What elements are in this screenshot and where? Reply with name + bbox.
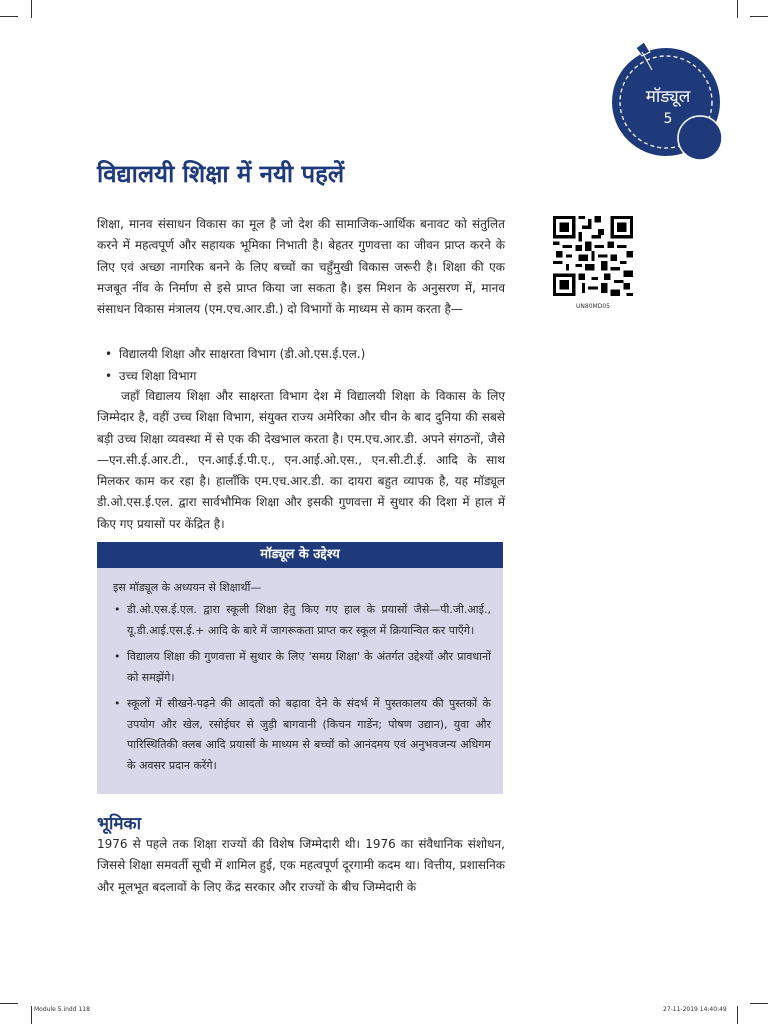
list-item: • विद्यालयी शिक्षा और साक्षरता विभाग (डी.ओ.एस.ई.एल.) xyxy=(103,343,503,365)
crop-mark xyxy=(0,1003,18,1004)
list-item: • उच्च शिक्षा विभाग xyxy=(103,365,503,387)
intro-paragraph: शिक्षा, मानव संसाधन विकास का मूल है जो देश की सामाजिक-आर्थिक बनावट को संतुलित करने में महत्वपूर्ण और सहायक भूमिका निभाती है। बेहतर गुणवत्ता का जीवन प्राप्त करने के लिए एवं अच्छा नागरिक बनने के लिए बच्चों का चहुँमुखी विकास जरूरी है। शिक्षा की एक मजबूत नींव के निर्माण से इसे प्राप्त किया जा सकता है। इस मिशन के अनुसरण में, मानव संसाधन विकास मंत्रालय (एम.एच.आर.डी.) दो विभागों के माध्यम से काम करता है— xyxy=(97,217,505,317)
module-badge xyxy=(612,86,724,130)
list-item: • विद्यालय शिक्षा की गुणवत्ता में सुधार के लिए 'समग्र शिक्षा' के अंतर्गत उद्देश्यों और प्रावधानों को समझेंगे। xyxy=(113,647,491,688)
crop-mark xyxy=(0,16,18,17)
footer-file-info: Module 5.indd 118 xyxy=(34,1006,90,1013)
department-list xyxy=(103,343,503,387)
list-item: • स्कूलों में सीखने-पढ़ने की आदतों को बढ़ावा देने के संदर्भ में पुस्तकालय की पुस्तकों के उपयोग और खेल, रसोईघर से जुड़ी बागवानी (किचन गार्डेन; पोषण उद्यान), युवा और पारिस्थितिकी क्लब आदि प्रयासों के माध्यम से बच्चों को आनंदमय एवं अनुभवजन्य अधिगम के अवसर प्रदान करेंगे। xyxy=(113,694,491,776)
qr-code-icon xyxy=(553,216,633,296)
crop-mark xyxy=(750,1003,768,1004)
objectives-intro: इस मॉड्यूल के अध्ययन से शिक्षार्थी— xyxy=(113,581,262,594)
second-paragraph: जहाँ विद्यालय शिक्षा और साक्षरता विभाग देश में विद्यालयी शिक्षा के विकास के लिए जिम्मेदार है, वहीं उच्च शिक्षा विभाग, संयुक्त राज्य अमेरिका और चीन के बाद दुनिया की सबसे बड़ी उच्च शिक्षा व्यवस्था में से एक की देखभाल करता है। एम.एच.आर.डी. अपने संगठनों, जैसे—एन.सी.ई.आर.टी., एन.आई.ई.पी.ए., एन.आई.ओ.एस., एन.सी.टी.ई. आदि के साथ मिलकर काम कर रहा है। हालाँकि एम.एच.आर.डी. का दायरा बहुत व्यापक है, यह मॉड्यूल डी.ओ.एस.ई.एल. द्वारा सार्वभौमिक शिक्षा और इसकी गुणवत्ता में सुधार की दिशा में हाल में किए गए प्रयासों पर केंद्रित है। xyxy=(97,389,505,531)
objectives-heading: मॉड्यूल के उद्देश्य xyxy=(97,542,503,568)
section-heading: भूमिका xyxy=(97,814,141,834)
section-paragraph: 1976 से पहले तक शिक्षा राज्यों की विशेष जिम्मेदारी थी। 1976 का संवैधानिक संशोधन, जिससे शिक्षा समवर्ती सूची में शामिल हुई, एक महत्वपूर्ण दूरगामी कदम था। वित्तीय, प्रशासनिक और मूलभूत बदलावों के लिए केंद्र सरकार और राज्यों के बीच जिम्मेदारी के xyxy=(97,837,505,894)
footer-timestamp: 27-11-2019 14:40:49 xyxy=(663,1006,727,1013)
crop-mark xyxy=(31,0,32,18)
crop-mark xyxy=(737,1006,738,1024)
crop-mark xyxy=(750,16,768,17)
crop-mark xyxy=(31,1006,32,1024)
module-label: मॉड्यूल xyxy=(645,87,691,107)
page-title: विद्यालयी शिक्षा में नयी पहलें xyxy=(97,160,345,188)
crop-mark xyxy=(737,0,738,18)
list-item: • डी.ओ.एस.ई.एल. द्वारा स्कूली शिक्षा हेतु किए गए हाल के प्रयासों जैसे—पी.जी.आई., यू.डी.आई.एस.ई.+ आदि के बारे में जागरूकता प्राप्त कर स्कूल में क्रियान्वित कर पाएँगे। xyxy=(113,600,491,641)
module-number: 5 xyxy=(663,111,673,127)
objectives-list xyxy=(113,600,491,782)
qr-code-id: UN80MD05 xyxy=(576,303,610,310)
